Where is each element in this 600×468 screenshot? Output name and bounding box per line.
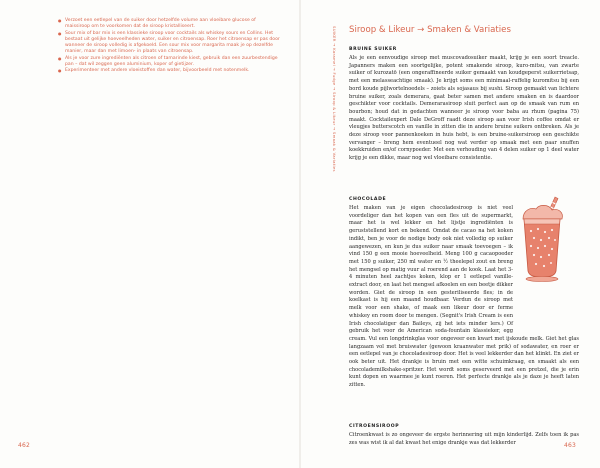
section-title: Siroop & Likeur → Smaken & Variaties bbox=[349, 25, 511, 35]
paragraph-bruine-suiker: Als je een eenvoudige siroop met muscovadosuiker maakt, krijg je een soort treacle. Japanners maken een soortgelijke, potent smakende siroop, kuro-mitsu, van zwarte suiker of kurozatō (een ongeraffineerde suiker gemaakt van koudgeperst suikerrietsap, met een melasseachtige smaak). Je krijgt soms een minimaal-ruffelig kuromitsu bij een bord koude pijlwortelnoedels – zoiets als sojasaus bij sushi. Siroop gemaakt van lichtere bruine suiker, zoals demerara, gaat beter samen met andere smaken en is daardoor geschikter voor cocktails. Demerarasiroop sluit perfect aan op de smaak van rum en bourbon; houd dat in gedachten wanneer je siroop voor baba au rhum (pagina 75) maakt. Cocktailexpert Dale DeGroff raadt deze siroop aan voor Irish coffee omdat er vleugjes butterscotch en vanille in zitten die in andere bruine suikers ontbreken. Als je deze siroop voor pannenkoeken in huis hebt, is een bruine-suikersiroop een geschikte vervanger – breng hem eventueel nog wat verder op smaak met een paar snuffen koekkruiden en/of cornypoeder. Met een verhouding van 4 delen suiker op 1 deel water krijg je een dikke, maar nog wel vloeibare consistentie. bbox=[349, 55, 579, 162]
note-item: ● Experimenteer met andere vloeistoffen dan water, bijvoorbeeld met notenmelk. bbox=[58, 68, 280, 74]
running-head-text: SUIKER → Karamel → Fudge → Siroop & Likeur → Smaak & Variaties bbox=[332, 26, 337, 172]
left-page-number: 462 bbox=[18, 442, 31, 449]
left-page-notes bbox=[58, 18, 280, 75]
heading-citroensiroop: CITROENSIROOP bbox=[349, 424, 400, 429]
paragraph-chocolade: Het maken van je eigen chocoladesiroop is niet veel voordeliger dan het kopen van een fles uit de supermarkt, maar het is wel lekker en het lijstje ingrediënten is geruststellend kort en bekend. Omdat de cacao na het koken indikt, ben je voor de nodige body ook niet volledig op suiker aangewezen, en kun je dus suiker naar smaak toevoegen – ik vind 150 g een mooie hoeveelheid. Meng 100 g cacaopoeder met 150 g suiker, 250 ml water en ½ theelepel zout en breng het mengsel op matig vuur al roerend aan de kook. Laat het 3-4 minuten heel zachtjes koken, klop er 1 eetlepel vanille-extract door, en laat het mengsel afkoelen en een beetje dikker worden. Giet de siroop in een gesteriliseerde fles; in de koelkast is hij een maand houdbaar. Verdun de siroop met melk voor een shake, of maak een likeur door er ferme whiskey en room door te mengen. (Segnit's Irish Cream is een Irish chocolatiger dan Baileys, zij het iets minder lers.) Of gebruik het voor de American soda-fountain klassieker, egg cream. Vul een longdrinkglas voor ongeveer een kwart met ijskoude melk. Giet het glas langzaam vol met bruiswater (gewoon kraanwater met prik) of sodawater, en roer er een eetlepel van je chocoladesiroop door. Het is veel lekkerder dan het klinkt. En ziet er ook beter uit. Het drankje is bruin met een witte schuimkraag, en smaakt als een chocolademilkshake-spritzer. Het wordt soms geserveerd met een pretzel, die je erin kunt dopen en waarmee je kunt roeren. Het perfecte drankje als je daze je heeft laten zitten. bbox=[349, 205, 579, 389]
note-item: ● Als je voor zure ingrediënten als citroen of tamarinde kiest, gebruik dan een zuurbestendige pan – dat wil zeggen geen aluminium, koper of gietijzer. bbox=[58, 56, 280, 68]
paragraph-citroensiroop: Citroenkwast is zo ongeveer de ergste herinnering uit mijn kinderlijd. Zelfs toen ik pas zes was wist ik al dat kwast het enige drankje was dat lekkerder bbox=[349, 432, 579, 446]
right-page-number: 463 bbox=[564, 442, 577, 449]
milkshake-glass-illustration bbox=[509, 193, 575, 285]
heading-chocolade: CHOCOLADE bbox=[349, 197, 387, 202]
note-item: ● Verzoet een eetlepel van de suiker door hetzelfde volume aan vloeibare glucose of maissiroop om te voorkomen dat de siroop kristalliseert. bbox=[58, 18, 280, 30]
heading-bruine-suiker: BRUINE SUIKER bbox=[349, 47, 397, 52]
running-head bbox=[331, 26, 337, 226]
note-item: ● Sour mix of bar mix is een klassieke siroop voor cocktails als whiskey sours en Collins. Het bestaat uit gelijke hoeveelheden water, suiker en citroensap. Roer het citroensap er pas door wanneer de siroop volledig is afgekoeld. Een sour mix voor margarita maak je op dezelfde manier, maar dan met limoen- in plaats van citroensap. bbox=[58, 31, 280, 55]
book-gutter bbox=[299, 0, 301, 468]
